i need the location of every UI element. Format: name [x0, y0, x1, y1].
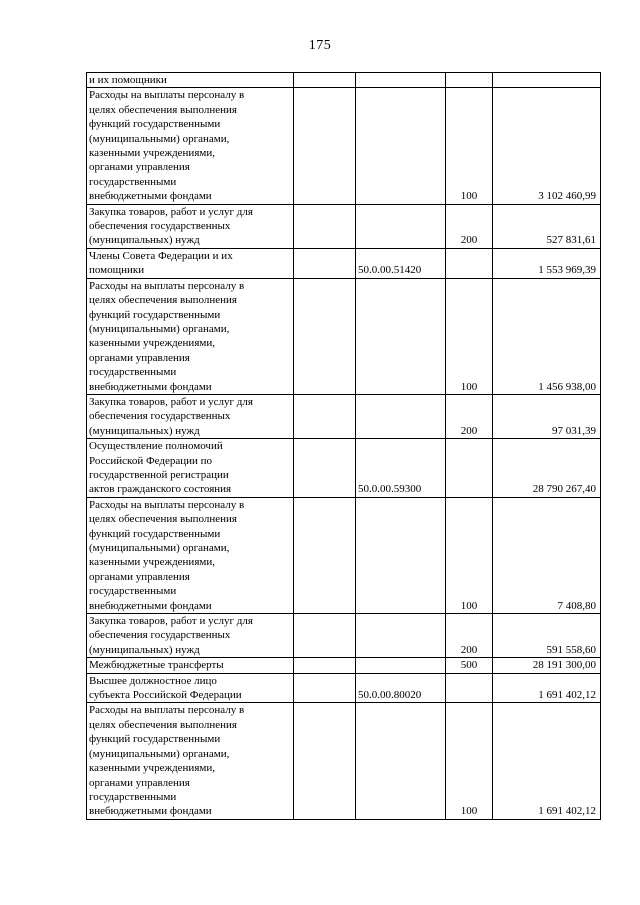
amount-cell: 7 408,80 — [493, 497, 601, 613]
item-name-cell: Закупка товаров, работ и услуг для обеспечения государственных (муниципальных) нужд — [87, 204, 294, 248]
budget-table-body — [87, 73, 601, 820]
blank-cell — [294, 614, 356, 658]
target-code-cell — [356, 73, 446, 88]
table-row — [87, 439, 601, 498]
table-row — [87, 88, 601, 204]
table-row — [87, 614, 601, 658]
amount-cell — [493, 73, 601, 88]
table-row — [87, 73, 601, 88]
blank-cell — [294, 278, 356, 394]
budget-table — [86, 72, 601, 820]
item-name-cell: Расходы на выплаты персоналу в целях обеспечения выполнения функций государственными (муниципальными) органами, казенными учреждениями, органами управления государственными внебюджетными фондами — [87, 703, 294, 819]
amount-cell: 28 191 300,00 — [493, 658, 601, 673]
item-name-cell: Расходы на выплаты персоналу в целях обеспечения выполнения функций государственными (муниципальными) органами, казенными учреждениями, органами управления государственными внебюджетными фондами — [87, 497, 294, 613]
item-name-cell: Высшее должностное лицо субъекта Российской Федерации — [87, 673, 294, 703]
table-row — [87, 248, 601, 278]
item-name-cell: Межбюджетные трансферты — [87, 658, 294, 673]
table-row — [87, 394, 601, 438]
target-code-cell: 50.0.00.51420 — [356, 248, 446, 278]
blank-cell — [294, 204, 356, 248]
item-name-cell: Закупка товаров, работ и услуг для обеспечения государственных (муниципальных) нужд — [87, 614, 294, 658]
item-name-cell: Члены Совета Федерации и их помощники — [87, 248, 294, 278]
table-row — [87, 703, 601, 819]
target-code-cell — [356, 614, 446, 658]
expense-type-cell: 100 — [446, 88, 493, 204]
amount-cell: 1 456 938,00 — [493, 278, 601, 394]
expense-type-cell: 200 — [446, 614, 493, 658]
amount-cell: 1 691 402,12 — [493, 673, 601, 703]
blank-cell — [294, 88, 356, 204]
amount-cell: 97 031,39 — [493, 394, 601, 438]
table-row — [87, 204, 601, 248]
table-row — [87, 658, 601, 673]
expense-type-cell: 100 — [446, 703, 493, 819]
blank-cell — [294, 394, 356, 438]
target-code-cell — [356, 88, 446, 204]
blank-cell — [294, 248, 356, 278]
amount-cell: 1 691 402,12 — [493, 703, 601, 819]
expense-type-cell: 100 — [446, 278, 493, 394]
expense-type-cell — [446, 248, 493, 278]
table-row — [87, 278, 601, 394]
amount-cell: 28 790 267,40 — [493, 439, 601, 498]
amount-cell: 591 558,60 — [493, 614, 601, 658]
expense-type-cell: 200 — [446, 394, 493, 438]
page-number: 175 — [308, 38, 332, 53]
blank-cell — [294, 658, 356, 673]
target-code-cell — [356, 658, 446, 673]
item-name-cell: Осуществление полномочий Российской Федерации по государственной регистрации актов гражданского состояния — [87, 439, 294, 498]
expense-type-cell: 500 — [446, 658, 493, 673]
item-name-cell: Расходы на выплаты персоналу в целях обеспечения выполнения функций государственными (муниципальными) органами, казенными учреждениями, органами управления государственными внебюджетными фондами — [87, 88, 294, 204]
target-code-cell: 50.0.00.59300 — [356, 439, 446, 498]
blank-cell — [294, 673, 356, 703]
amount-cell: 527 831,61 — [493, 204, 601, 248]
expense-type-cell — [446, 439, 493, 498]
blank-cell — [294, 439, 356, 498]
blank-cell — [294, 497, 356, 613]
target-code-cell: 50.0.00.80020 — [356, 673, 446, 703]
target-code-cell — [356, 394, 446, 438]
blank-cell — [294, 703, 356, 819]
expense-type-cell: 200 — [446, 204, 493, 248]
item-name-cell: и их помощники — [87, 73, 294, 88]
table-row — [87, 673, 601, 703]
blank-cell — [294, 73, 356, 88]
target-code-cell — [356, 497, 446, 613]
expense-type-cell: 100 — [446, 497, 493, 613]
target-code-cell — [356, 703, 446, 819]
item-name-cell: Расходы на выплаты персоналу в целях обеспечения выполнения функций государственными (муниципальными) органами, казенными учреждениями, органами управления государственными внебюджетными фондами — [87, 278, 294, 394]
target-code-cell — [356, 278, 446, 394]
table-row — [87, 497, 601, 613]
expense-type-cell — [446, 73, 493, 88]
amount-cell: 3 102 460,99 — [493, 88, 601, 204]
amount-cell: 1 553 969,39 — [493, 248, 601, 278]
expense-type-cell — [446, 673, 493, 703]
item-name-cell: Закупка товаров, работ и услуг для обеспечения государственных (муниципальных) нужд — [87, 394, 294, 438]
target-code-cell — [356, 204, 446, 248]
